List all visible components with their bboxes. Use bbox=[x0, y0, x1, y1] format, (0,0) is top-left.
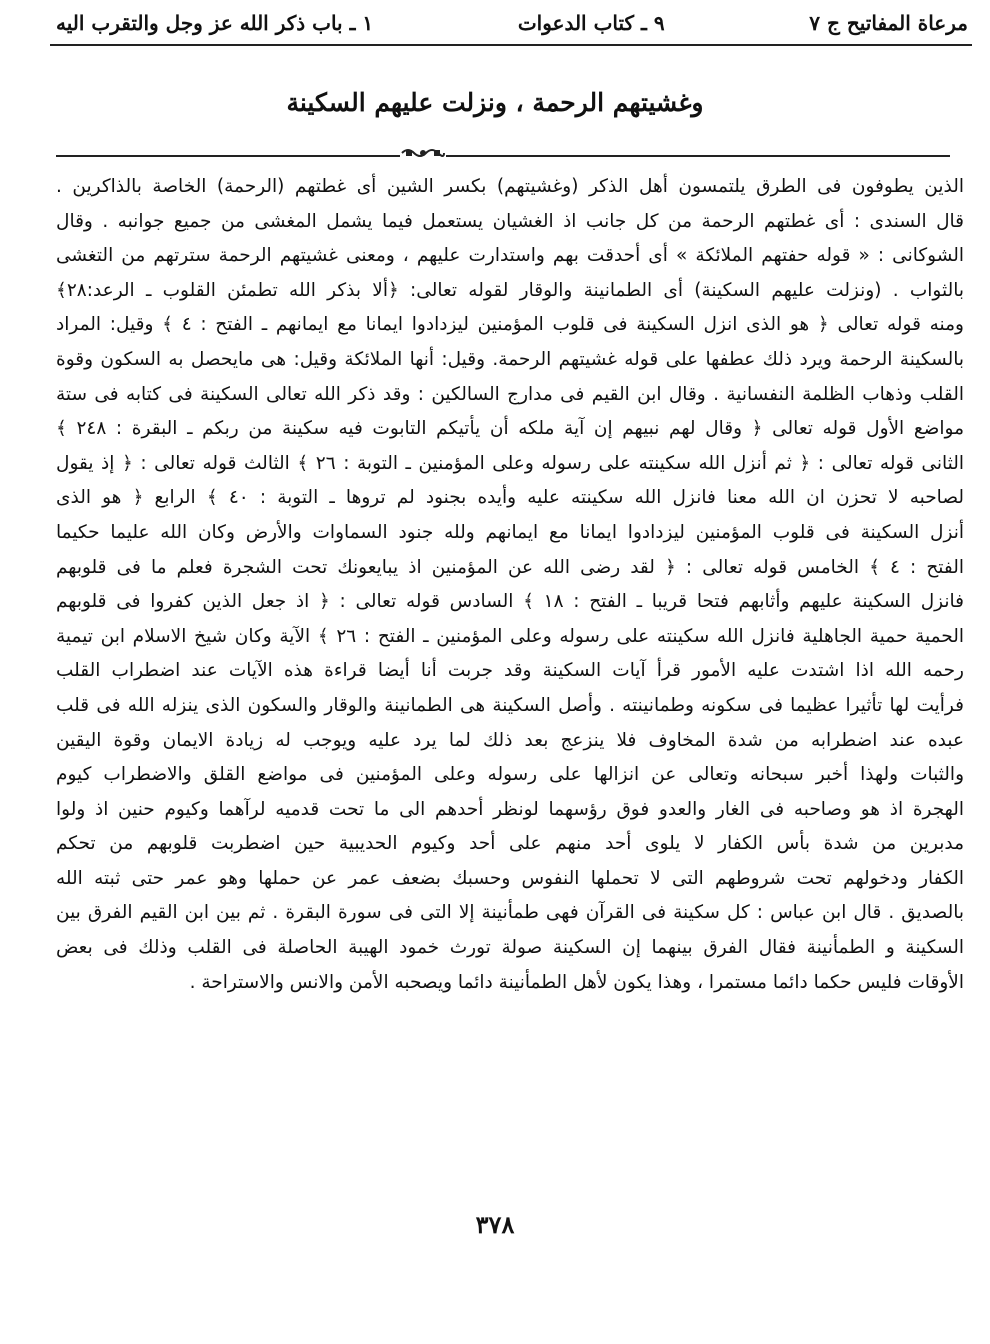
book-title-volume: مرعاة المفاتيح ج ٧ bbox=[809, 11, 968, 35]
commentary-line: فانزل السكينة عليهم وأثابهم فتحا قريبا ـ الفتح : ١٨ ﴾ السادس قوله تعالى : ﴿ اذ جعل الذين كفروا فى قلوبهم bbox=[56, 591, 964, 613]
running-header bbox=[56, 4, 968, 42]
commentary-line: الكفار ودخولهم تحت شروطهم التى لا تحملها النفوس وحسبك بضعف عمر عن حملها وهو عمر حتى ثبته الله bbox=[56, 867, 964, 889]
commentary-line: الفتح : ٤ ﴾ الخامس قوله تعالى : ﴿ لقد رضى الله عن المؤمنين اذ يبايعونك تحت الشجرة فعلم ما فى قلوبهم bbox=[56, 556, 964, 578]
section-divider bbox=[56, 155, 950, 157]
commentary-line: بالصديق . قال ابن عباس : كل سكينة فى القرآن فهى طمأنينة إلا التى فى سورة البقرة . ثم بين ابن القيم الفرق بين bbox=[56, 902, 964, 924]
hadith-text: وغشيتهم الرحمة ، ونزلت عليهم السكينة bbox=[286, 88, 704, 117]
commentary-line: بالثواب . (ونزلت عليهم السكينة) أى الطمانينة والوقار لقوله تعالى: ﴿ألا بذكر الله تطمئن القلوب ـ الرعد:٢٨﴾ bbox=[56, 279, 964, 301]
commentary-line: القلب وذهاب الظلمة النفسانية . وقال ابن القيم فى مدارج السالكين : وقد ذكر الله تعالى السكينة فى كتابه فى ستة bbox=[56, 383, 964, 405]
commentary-body bbox=[56, 170, 964, 1000]
page-number: ٣٧٨ bbox=[475, 1210, 515, 1239]
divider-ornament-icon bbox=[400, 145, 446, 161]
commentary-line: رحمه الله اذا اشتدت عليه الأمور قرأ آيات السكينة وقد جربت أنا أيضا قراءة هذه الآيات عند اضطراب القلب bbox=[56, 660, 964, 682]
chapter-title: ١ ـ باب ذكر الله عز وجل والتقرب اليه bbox=[56, 11, 374, 35]
commentary-line: قال السندى : أى غطتهم الرحمة من كل جانب اذ الغشيان يستعمل فيما يشمل المغشى من جميع جوانبه . وقال bbox=[56, 210, 964, 232]
commentary-line: الهجرة اذ هو وصاحبه فى الغار والعدو فوق رؤسهما لونظر أحدهم الى ما تحت قدميه لرآهما وكيوم حنين اذ ولوا bbox=[56, 798, 964, 820]
section-title: ٩ ـ كتاب الدعوات bbox=[517, 11, 665, 35]
commentary-line: ومنه قوله تعالى ﴿ هو الذى انزل السكينة فى قلوب المؤمنين ليزدادوا ايمانا مع ايمانهم ـ الفتح : ٤ ﴾ وقيل: المراد bbox=[56, 314, 964, 336]
commentary-line: مدبرين من شدة بأس الكفار لا يلوى أحد منهم على أحد وكيوم الحديبية حين اضطربت قلوبهم من تحكم bbox=[56, 833, 964, 855]
commentary-line: الذين يطوفون فى الطرق يلتمسون أهل الذكر (وغشيتهم) بكسر الشين أى غطتهم (الرحمة) الخاصة بالذاكرين . bbox=[56, 176, 964, 197]
commentary-line: الأوقات فليس حكما دائما مستمرا ، وهذا يكون لأهل الطمأنينة دائما ويصحبه الأمن والانس والاستراحة . bbox=[189, 971, 964, 993]
commentary-line: مواضع الأول قوله تعالى ﴿ وقال لهم نبيهم إن آية ملكه أن يأتيكم التابوت فيه سكينة من ربكم ـ البقرة : ٢٤٨ ﴾ bbox=[56, 418, 964, 440]
commentary-line: الثانى قوله تعالى : ﴿ ثم أنزل الله سكينته على رسوله وعلى المؤمنين ـ التوبة : ٢٦ ﴾ الثالث قوله تعالى : ﴿ إذ يقول bbox=[56, 452, 964, 474]
commentary-line: لصاحبه لا تحزن ان الله معنا فانزل الله سكينته عليه وأيده بجنود لم تروها ـ التوبة : ٤٠ ﴾ الرابع ﴿ هو الذى bbox=[56, 487, 964, 509]
commentary-line: فرأيت لها تأثيرا عظيما فى سكونه وطمانينته . وأصل السكينة هى الطمانينة والوقار والسكون الذى ينزله الله فى قلب bbox=[56, 694, 964, 716]
commentary-line: أنزل السكينة فى قلوب المؤمنين ليزدادوا ايمانا مع ايمانهم ولله جنود السماوات والأرض وكان الله عليما حكيما bbox=[56, 521, 964, 543]
commentary-line: والثبات ولهذا أخبر سبحانه وتعالى عن انزالها على رسوله وعلى المؤمنين فى مواضع القلق والاضطراب كيوم bbox=[56, 764, 964, 786]
commentary-line: السكينة و الطمأنينة فقال الفرق بينهما إن السكينة صولة تورث خمود الهيبة الحاصلة فى القلب وذلك فى بعض bbox=[56, 937, 964, 959]
commentary-line: الشوكانى : « قوله حفتهم الملائكة » أى أحدقت بهم واستدارت عليهم ، ومعنى غشيتهم الرحمة سترتهم من التغشى bbox=[56, 245, 964, 267]
commentary-line: بالسكينة الرحمة ويرد ذلك عطفها على قوله غشيتهم الرحمة. وقيل: أنها الملائكة وقيل: هى مايحصل به السكون وقوة bbox=[56, 348, 964, 370]
commentary-line: عبده عند اضطرابه من شدة المخاوف فلا ينزعج بعد ذلك لما يرد عليه ويوجب له زيادة الايمان وقوة اليقين bbox=[56, 729, 964, 751]
commentary-line: الحمية حمية الجاهلية فانزل الله سكينته على رسوله وعلى المؤمنين ـ الفتح : ٢٦ ﴾ الآية وكان شيخ الاسلام ابن تيمية bbox=[56, 625, 964, 647]
header-rule bbox=[50, 44, 972, 46]
